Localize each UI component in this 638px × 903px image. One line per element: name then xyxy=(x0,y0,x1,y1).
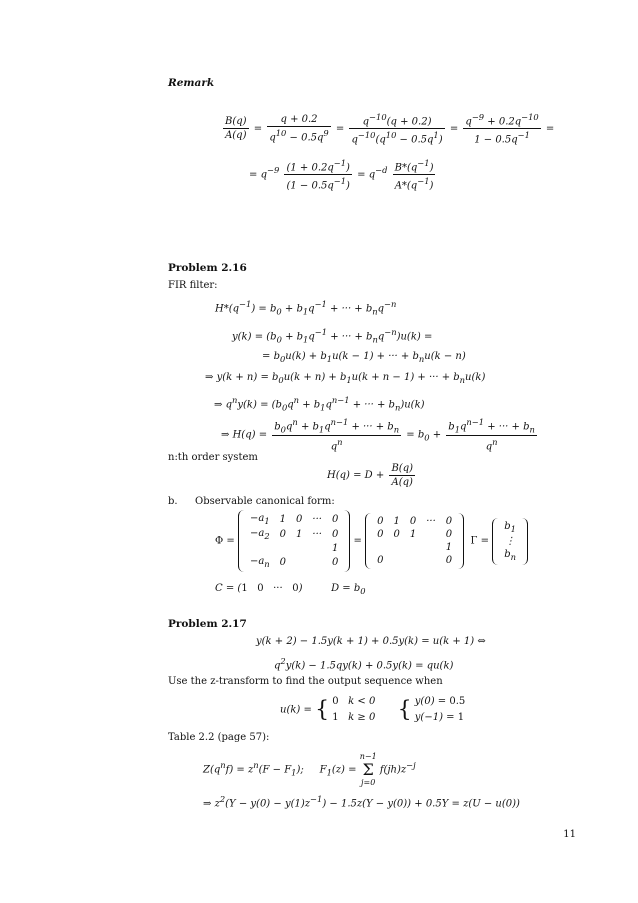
observable-text: Observable canonical form: xyxy=(195,496,335,507)
nth-order-label: n:th order system xyxy=(168,452,258,463)
fir-equation-4: ⇒ $y(k + n) = b_0u(k + n) + b_1u(k + n - 1)$ + ··· + $b_nu(k)$ xyxy=(205,372,486,385)
fir-equation-1: $H*(q^{-1}) = b_0 + b_1q^{-1}$ + ··· + $b_nq^{-n}$ xyxy=(215,299,397,317)
remark-equation-2: = $q^{-9}$ $\frac{(1 + 0.2q^{-1})}{(1 - 0.5q^{-1})}$ = $q^{-d}$ $\frac{B*(q^{-1})}{A*(q^{-1})}$ xyxy=(249,158,434,192)
fir-equation-2: $y(k) = (b_0 + b_1q^{-1}$ + ··· + $b_nq^{-n})u(k)$ = xyxy=(232,327,433,345)
remark-equation-1: $\frac{B(q)}{A(q)}$ = $\frac{q + 0.2}{q^{10} - 0.5q^9}$ = $\frac{q^{-10}(q + 0.2)}{q^{-10}(q^{10} - 0.5q^1)}$ = $\frac{q^{-9} + 0.2q^{-10}}{1 - 0.5q^{-1}}$ = xyxy=(225,112,555,146)
problem-2-17-heading: Problem 2.17 xyxy=(168,618,247,630)
table-reference: Table 2.2 (page 57): xyxy=(168,732,270,743)
remark-heading: Remark xyxy=(168,77,215,89)
fir-equation-6: ⇒ H(q) = $\frac{b_0q^n + b_1q^{n-1} + \cdot\cdot\cdot + b_n}{q^n}$ = $b_0$ + $\frac{b_1q^{n-1} + \cdot\cdot\cdot + b_n}{q^n}$ xyxy=(221,417,535,453)
z-domain-equation: ⇒ $z^2(Y - y(0) - y(1)z^{-1}) - 1.5z(Y - y(0)) + 0.5Y = z(U - u(0))$ xyxy=(203,794,520,810)
z-transform-rule: $Z(q^nf) = z^n(F - F_1)$; $F_1(z) = n-1$ Σ j=0 $f(jh)z^{-j}$ xyxy=(203,752,416,787)
fir-equation-7: H(q) = D + $\frac{B(q)}{A(q)}$ xyxy=(327,463,413,488)
problem-2-16-heading: Problem 2.16 xyxy=(168,262,247,274)
observable-item-label: b. xyxy=(168,496,178,507)
difference-equation-1: y(k + 2) − 1.5y(k + 1) + 0.5y(k) = u(k + 1) ⇔ xyxy=(256,636,486,647)
difference-equation-2: $q^2y(k) - 1.5qy(k) + 0.5y(k) = qu(k)$ xyxy=(274,656,454,672)
fir-filter-label: FIR filter: xyxy=(168,280,218,291)
fir-equation-3: = $b_0u(k) + b_1u(k - 1)$ + ··· + $b_nu(k - n)$ xyxy=(262,351,466,364)
z-transform-instruction: Use the z-transform to find the output sequence when xyxy=(168,676,443,687)
c-d-equation: C = (1 0 ··· 0) $D = b_0$ xyxy=(215,583,366,596)
page-number: 11 xyxy=(563,829,576,840)
fir-equation-5: ⇒ $q^ny(k) = (b_0q^n + b_1q^{n-1}$ + ··· + $b_n)u(k)$ xyxy=(214,395,425,413)
input-initial-conditions: u(k) = { 0 k < 0 1 k ≥ 0 { y(0) = 0.5 y(−1) = 1 xyxy=(280,696,466,723)
phi-matrix-equation: Φ = $-a_1$ 1 0 ··· 0 $-a_2$ 0 1 ··· 0 1 $-a_n$ 0 0 = 0 1 0 ··· 0 0 0 1 0 1 0 0 Γ = $b_1$ ⋮ $b_n$ xyxy=(215,510,528,572)
